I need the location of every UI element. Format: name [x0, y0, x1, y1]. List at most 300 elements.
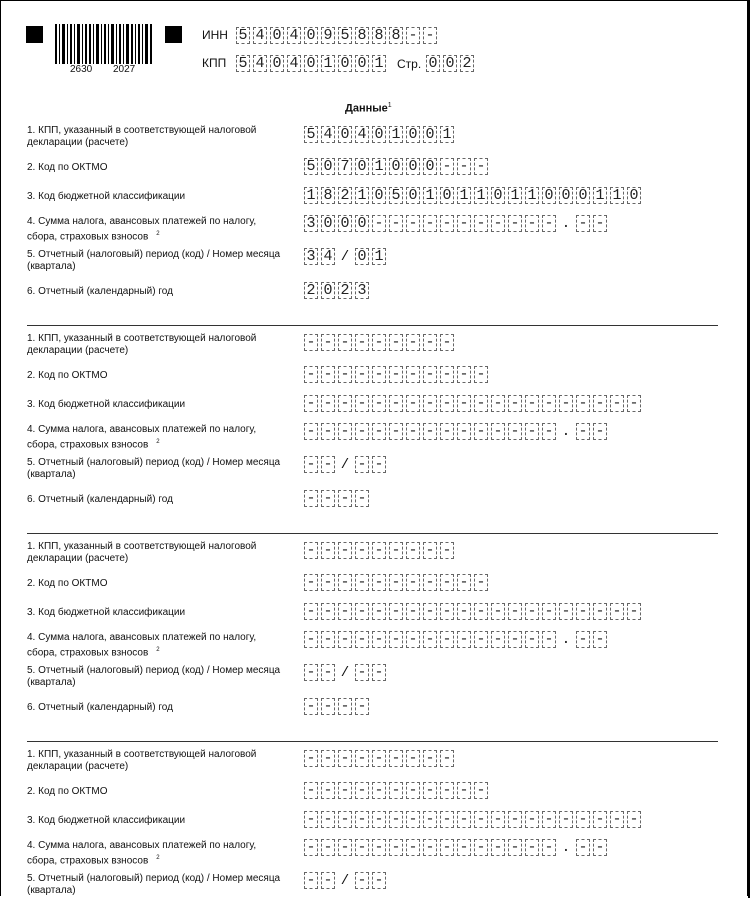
digit-cell[interactable]: -: [627, 395, 641, 412]
digit-cell[interactable]: -: [423, 423, 437, 440]
digit-cell[interactable]: 5: [236, 27, 250, 44]
digit-cell[interactable]: -: [457, 395, 471, 412]
digit-cell[interactable]: -: [457, 603, 471, 620]
field-kbk[interactable]: [304, 394, 644, 413]
field-year[interactable]: [304, 697, 372, 716]
digit-cell[interactable]: -: [423, 366, 437, 383]
digit-cell[interactable]: -: [372, 574, 386, 591]
digit-cell[interactable]: -: [389, 215, 403, 232]
digit-cell[interactable]: 0: [406, 126, 420, 143]
digit-cell[interactable]: -: [338, 542, 352, 559]
digit-cell[interactable]: -: [355, 750, 369, 767]
digit-cell[interactable]: -: [304, 334, 318, 351]
digit-cell[interactable]: -: [321, 664, 335, 681]
digit-cell[interactable]: -: [389, 334, 403, 351]
digit-cell[interactable]: -: [389, 423, 403, 440]
digit-cell[interactable]: 0: [355, 158, 369, 175]
digit-cell[interactable]: -: [406, 631, 420, 648]
digit-cell[interactable]: 5: [304, 158, 318, 175]
field-sum[interactable]: [304, 422, 610, 441]
digit-cell[interactable]: -: [508, 215, 522, 232]
digit-cell[interactable]: -: [304, 750, 318, 767]
digit-cell[interactable]: 1: [593, 187, 607, 204]
digit-cell[interactable]: -: [406, 395, 420, 412]
digit-cell[interactable]: -: [406, 603, 420, 620]
field-oktmo[interactable]: [304, 365, 491, 384]
digit-cell[interactable]: -: [321, 542, 335, 559]
digit-cell[interactable]: -: [542, 423, 556, 440]
digit-cell[interactable]: -: [355, 395, 369, 412]
digit-cell[interactable]: -: [338, 334, 352, 351]
digit-cell[interactable]: 1: [372, 55, 386, 72]
digit-cell[interactable]: -: [372, 423, 386, 440]
digit-cell[interactable]: -: [627, 811, 641, 828]
digit-cell[interactable]: -: [304, 664, 318, 681]
digit-cell[interactable]: -: [525, 423, 539, 440]
digit-cell[interactable]: -: [304, 839, 318, 856]
digit-cell[interactable]: 0: [440, 187, 454, 204]
field-period[interactable]: [304, 663, 389, 682]
digit-cell[interactable]: -: [525, 215, 539, 232]
digit-cell[interactable]: 5: [389, 187, 403, 204]
digit-cell[interactable]: -: [338, 811, 352, 828]
page-number-cells[interactable]: [426, 54, 477, 73]
digit-cell[interactable]: 4: [287, 27, 301, 44]
digit-cell[interactable]: 0: [627, 187, 641, 204]
digit-cell[interactable]: -: [321, 750, 335, 767]
digit-cell[interactable]: -: [321, 811, 335, 828]
digit-cell[interactable]: -: [559, 603, 573, 620]
digit-cell[interactable]: 0: [304, 55, 318, 72]
digit-cell[interactable]: -: [372, 456, 386, 473]
digit-cell[interactable]: 0: [321, 282, 335, 299]
digit-cell[interactable]: -: [474, 603, 488, 620]
digit-cell[interactable]: -: [389, 811, 403, 828]
digit-cell[interactable]: -: [372, 334, 386, 351]
digit-cell[interactable]: 1: [474, 187, 488, 204]
digit-cell[interactable]: 0: [406, 158, 420, 175]
field-kpp[interactable]: [304, 125, 457, 144]
field-kbk[interactable]: [304, 602, 644, 621]
digit-cell[interactable]: -: [389, 542, 403, 559]
digit-cell[interactable]: 0: [372, 187, 386, 204]
digit-cell[interactable]: -: [559, 811, 573, 828]
digit-cell[interactable]: 8: [355, 27, 369, 44]
digit-cell[interactable]: -: [423, 750, 437, 767]
digit-cell[interactable]: -: [423, 27, 437, 44]
digit-cell[interactable]: -: [542, 839, 556, 856]
digit-cell[interactable]: -: [491, 811, 505, 828]
digit-cell[interactable]: -: [576, 631, 590, 648]
digit-cell[interactable]: -: [355, 423, 369, 440]
digit-cell[interactable]: -: [542, 603, 556, 620]
digit-cell[interactable]: 3: [304, 248, 318, 265]
digit-cell[interactable]: -: [491, 839, 505, 856]
digit-cell[interactable]: -: [474, 574, 488, 591]
digit-cell[interactable]: -: [355, 456, 369, 473]
digit-cell[interactable]: -: [593, 631, 607, 648]
digit-cell[interactable]: -: [304, 574, 318, 591]
digit-cell[interactable]: 1: [508, 187, 522, 204]
digit-cell[interactable]: -: [321, 490, 335, 507]
digit-cell[interactable]: -: [525, 603, 539, 620]
digit-cell[interactable]: -: [321, 872, 335, 889]
digit-cell[interactable]: 0: [559, 187, 573, 204]
digit-cell[interactable]: -: [457, 423, 471, 440]
digit-cell[interactable]: -: [321, 574, 335, 591]
digit-cell[interactable]: 0: [321, 158, 335, 175]
digit-cell[interactable]: 7: [338, 158, 352, 175]
digit-cell[interactable]: 0: [270, 55, 284, 72]
digit-cell[interactable]: -: [423, 603, 437, 620]
digit-cell[interactable]: 4: [355, 126, 369, 143]
digit-cell[interactable]: -: [474, 839, 488, 856]
digit-cell[interactable]: 4: [253, 27, 267, 44]
digit-cell[interactable]: -: [508, 811, 522, 828]
digit-cell[interactable]: -: [372, 750, 386, 767]
digit-cell[interactable]: -: [440, 603, 454, 620]
digit-cell[interactable]: -: [321, 631, 335, 648]
field-sum[interactable]: [304, 214, 610, 233]
digit-cell[interactable]: -: [389, 631, 403, 648]
digit-cell[interactable]: -: [389, 603, 403, 620]
digit-cell[interactable]: -: [372, 811, 386, 828]
digit-cell[interactable]: 4: [321, 248, 335, 265]
digit-cell[interactable]: -: [338, 750, 352, 767]
digit-cell[interactable]: -: [525, 631, 539, 648]
digit-cell[interactable]: -: [355, 698, 369, 715]
digit-cell[interactable]: -: [406, 215, 420, 232]
digit-cell[interactable]: -: [304, 631, 318, 648]
digit-cell[interactable]: -: [321, 366, 335, 383]
digit-cell[interactable]: -: [542, 215, 556, 232]
digit-cell[interactable]: -: [474, 215, 488, 232]
digit-cell[interactable]: -: [389, 782, 403, 799]
digit-cell[interactable]: -: [321, 423, 335, 440]
digit-cell[interactable]: -: [491, 603, 505, 620]
digit-cell[interactable]: -: [576, 839, 590, 856]
digit-cell[interactable]: -: [304, 872, 318, 889]
digit-cell[interactable]: -: [355, 490, 369, 507]
digit-cell[interactable]: -: [423, 395, 437, 412]
digit-cell[interactable]: -: [474, 395, 488, 412]
digit-cell[interactable]: -: [508, 839, 522, 856]
digit-cell[interactable]: -: [440, 782, 454, 799]
digit-cell[interactable]: -: [542, 811, 556, 828]
digit-cell[interactable]: 1: [304, 187, 318, 204]
digit-cell[interactable]: -: [304, 490, 318, 507]
field-oktmo[interactable]: [304, 781, 491, 800]
digit-cell[interactable]: 0: [321, 215, 335, 232]
digit-cell[interactable]: 5: [304, 126, 318, 143]
digit-cell[interactable]: 8: [321, 187, 335, 204]
digit-cell[interactable]: -: [389, 366, 403, 383]
field-period[interactable]: [304, 247, 389, 266]
digit-cell[interactable]: 4: [287, 55, 301, 72]
digit-cell[interactable]: -: [440, 542, 454, 559]
digit-cell[interactable]: -: [372, 542, 386, 559]
digit-cell[interactable]: -: [559, 395, 573, 412]
digit-cell[interactable]: -: [338, 366, 352, 383]
digit-cell[interactable]: -: [355, 366, 369, 383]
digit-cell[interactable]: -: [372, 839, 386, 856]
digit-cell[interactable]: -: [593, 603, 607, 620]
digit-cell[interactable]: -: [389, 395, 403, 412]
digit-cell[interactable]: -: [304, 423, 318, 440]
digit-cell[interactable]: 0: [443, 55, 457, 72]
digit-cell[interactable]: -: [525, 839, 539, 856]
digit-cell[interactable]: 4: [321, 126, 335, 143]
digit-cell[interactable]: -: [491, 631, 505, 648]
digit-cell[interactable]: 5: [236, 55, 250, 72]
digit-cell[interactable]: -: [474, 158, 488, 175]
digit-cell[interactable]: 0: [576, 187, 590, 204]
digit-cell[interactable]: -: [304, 542, 318, 559]
digit-cell[interactable]: -: [304, 603, 318, 620]
inn-cells[interactable]: [236, 26, 440, 45]
digit-cell[interactable]: -: [457, 574, 471, 591]
digit-cell[interactable]: 0: [338, 55, 352, 72]
digit-cell[interactable]: -: [338, 395, 352, 412]
digit-cell[interactable]: -: [355, 839, 369, 856]
digit-cell[interactable]: -: [593, 839, 607, 856]
digit-cell[interactable]: -: [321, 603, 335, 620]
kpp-header-cells[interactable]: [236, 54, 389, 73]
digit-cell[interactable]: -: [321, 839, 335, 856]
digit-cell[interactable]: -: [304, 698, 318, 715]
digit-cell[interactable]: 0: [338, 126, 352, 143]
digit-cell[interactable]: -: [338, 631, 352, 648]
digit-cell[interactable]: -: [389, 574, 403, 591]
digit-cell[interactable]: 2: [460, 55, 474, 72]
digit-cell[interactable]: -: [457, 366, 471, 383]
digit-cell[interactable]: -: [338, 603, 352, 620]
digit-cell[interactable]: -: [440, 574, 454, 591]
digit-cell[interactable]: -: [423, 215, 437, 232]
digit-cell[interactable]: 0: [355, 248, 369, 265]
digit-cell[interactable]: 1: [389, 126, 403, 143]
digit-cell[interactable]: -: [423, 631, 437, 648]
field-year[interactable]: [304, 281, 372, 300]
digit-cell[interactable]: 0: [304, 27, 318, 44]
digit-cell[interactable]: 3: [304, 215, 318, 232]
digit-cell[interactable]: 1: [321, 55, 335, 72]
digit-cell[interactable]: -: [406, 542, 420, 559]
digit-cell[interactable]: -: [304, 782, 318, 799]
digit-cell[interactable]: 1: [525, 187, 539, 204]
digit-cell[interactable]: -: [406, 574, 420, 591]
digit-cell[interactable]: -: [372, 782, 386, 799]
field-year[interactable]: [304, 489, 372, 508]
digit-cell[interactable]: -: [440, 839, 454, 856]
digit-cell[interactable]: 0: [355, 55, 369, 72]
digit-cell[interactable]: -: [406, 27, 420, 44]
digit-cell[interactable]: -: [321, 782, 335, 799]
digit-cell[interactable]: -: [440, 395, 454, 412]
digit-cell[interactable]: -: [338, 782, 352, 799]
digit-cell[interactable]: -: [508, 423, 522, 440]
digit-cell[interactable]: -: [355, 542, 369, 559]
digit-cell[interactable]: -: [508, 603, 522, 620]
digit-cell[interactable]: -: [321, 395, 335, 412]
digit-cell[interactable]: -: [576, 215, 590, 232]
digit-cell[interactable]: 1: [372, 248, 386, 265]
digit-cell[interactable]: -: [372, 664, 386, 681]
digit-cell[interactable]: -: [372, 366, 386, 383]
digit-cell[interactable]: -: [457, 631, 471, 648]
digit-cell[interactable]: -: [593, 395, 607, 412]
field-sum[interactable]: [304, 630, 610, 649]
digit-cell[interactable]: -: [406, 811, 420, 828]
digit-cell[interactable]: -: [542, 631, 556, 648]
digit-cell[interactable]: -: [491, 215, 505, 232]
digit-cell[interactable]: 0: [372, 126, 386, 143]
digit-cell[interactable]: -: [576, 423, 590, 440]
digit-cell[interactable]: 0: [423, 126, 437, 143]
digit-cell[interactable]: 1: [440, 126, 454, 143]
digit-cell[interactable]: 2: [304, 282, 318, 299]
digit-cell[interactable]: -: [372, 395, 386, 412]
field-kpp[interactable]: [304, 749, 457, 768]
digit-cell[interactable]: 1: [372, 158, 386, 175]
digit-cell[interactable]: -: [508, 631, 522, 648]
field-period[interactable]: [304, 871, 389, 890]
digit-cell[interactable]: -: [593, 423, 607, 440]
digit-cell[interactable]: 0: [338, 215, 352, 232]
digit-cell[interactable]: -: [474, 423, 488, 440]
digit-cell[interactable]: -: [355, 334, 369, 351]
digit-cell[interactable]: -: [491, 395, 505, 412]
digit-cell[interactable]: 4: [253, 55, 267, 72]
digit-cell[interactable]: -: [355, 872, 369, 889]
digit-cell[interactable]: -: [338, 698, 352, 715]
digit-cell[interactable]: -: [423, 782, 437, 799]
digit-cell[interactable]: -: [627, 603, 641, 620]
digit-cell[interactable]: -: [457, 782, 471, 799]
digit-cell[interactable]: -: [576, 395, 590, 412]
digit-cell[interactable]: -: [406, 839, 420, 856]
digit-cell[interactable]: -: [406, 366, 420, 383]
digit-cell[interactable]: -: [474, 782, 488, 799]
digit-cell[interactable]: -: [406, 334, 420, 351]
digit-cell[interactable]: -: [542, 395, 556, 412]
digit-cell[interactable]: 3: [355, 282, 369, 299]
field-sum[interactable]: [304, 838, 610, 857]
digit-cell[interactable]: -: [355, 664, 369, 681]
digit-cell[interactable]: 0: [542, 187, 556, 204]
digit-cell[interactable]: -: [423, 542, 437, 559]
digit-cell[interactable]: -: [372, 603, 386, 620]
digit-cell[interactable]: -: [406, 782, 420, 799]
digit-cell[interactable]: -: [389, 839, 403, 856]
digit-cell[interactable]: -: [457, 839, 471, 856]
digit-cell[interactable]: -: [457, 158, 471, 175]
digit-cell[interactable]: -: [610, 395, 624, 412]
digit-cell[interactable]: -: [338, 839, 352, 856]
digit-cell[interactable]: 0: [270, 27, 284, 44]
digit-cell[interactable]: -: [440, 158, 454, 175]
digit-cell[interactable]: 0: [426, 55, 440, 72]
digit-cell[interactable]: 2: [338, 187, 352, 204]
digit-cell[interactable]: -: [321, 456, 335, 473]
digit-cell[interactable]: 8: [389, 27, 403, 44]
digit-cell[interactable]: -: [304, 456, 318, 473]
digit-cell[interactable]: -: [457, 811, 471, 828]
digit-cell[interactable]: -: [440, 631, 454, 648]
digit-cell[interactable]: -: [593, 215, 607, 232]
field-period[interactable]: [304, 455, 389, 474]
digit-cell[interactable]: -: [457, 215, 471, 232]
digit-cell[interactable]: -: [321, 334, 335, 351]
digit-cell[interactable]: -: [593, 811, 607, 828]
field-kpp[interactable]: [304, 333, 457, 352]
digit-cell[interactable]: -: [440, 215, 454, 232]
digit-cell[interactable]: -: [525, 395, 539, 412]
digit-cell[interactable]: -: [440, 423, 454, 440]
field-kbk[interactable]: [304, 186, 644, 205]
digit-cell[interactable]: -: [355, 574, 369, 591]
digit-cell[interactable]: -: [423, 811, 437, 828]
digit-cell[interactable]: -: [406, 423, 420, 440]
digit-cell[interactable]: -: [355, 811, 369, 828]
digit-cell[interactable]: -: [338, 490, 352, 507]
digit-cell[interactable]: -: [610, 603, 624, 620]
digit-cell[interactable]: -: [423, 574, 437, 591]
digit-cell[interactable]: 8: [372, 27, 386, 44]
digit-cell[interactable]: -: [474, 811, 488, 828]
digit-cell[interactable]: -: [372, 215, 386, 232]
digit-cell[interactable]: -: [440, 334, 454, 351]
digit-cell[interactable]: -: [440, 366, 454, 383]
digit-cell[interactable]: -: [372, 872, 386, 889]
digit-cell[interactable]: -: [474, 631, 488, 648]
digit-cell[interactable]: 1: [457, 187, 471, 204]
digit-cell[interactable]: 9: [321, 27, 335, 44]
digit-cell[interactable]: -: [355, 631, 369, 648]
digit-cell[interactable]: -: [372, 631, 386, 648]
digit-cell[interactable]: -: [508, 395, 522, 412]
digit-cell[interactable]: -: [440, 750, 454, 767]
digit-cell[interactable]: -: [423, 839, 437, 856]
digit-cell[interactable]: 2: [338, 282, 352, 299]
digit-cell[interactable]: 0: [389, 158, 403, 175]
digit-cell[interactable]: 1: [355, 187, 369, 204]
digit-cell[interactable]: -: [304, 395, 318, 412]
digit-cell[interactable]: -: [525, 811, 539, 828]
digit-cell[interactable]: 0: [423, 158, 437, 175]
digit-cell[interactable]: -: [338, 574, 352, 591]
digit-cell[interactable]: -: [338, 423, 352, 440]
digit-cell[interactable]: -: [576, 811, 590, 828]
digit-cell[interactable]: 1: [423, 187, 437, 204]
digit-cell[interactable]: -: [610, 811, 624, 828]
digit-cell[interactable]: -: [440, 811, 454, 828]
digit-cell[interactable]: 5: [338, 27, 352, 44]
digit-cell[interactable]: 0: [406, 187, 420, 204]
digit-cell[interactable]: -: [321, 698, 335, 715]
field-oktmo[interactable]: [304, 157, 491, 176]
digit-cell[interactable]: 1: [610, 187, 624, 204]
digit-cell[interactable]: -: [389, 750, 403, 767]
digit-cell[interactable]: 0: [491, 187, 505, 204]
digit-cell[interactable]: -: [304, 811, 318, 828]
digit-cell[interactable]: -: [474, 366, 488, 383]
digit-cell[interactable]: -: [423, 334, 437, 351]
field-oktmo[interactable]: [304, 573, 491, 592]
digit-cell[interactable]: -: [355, 782, 369, 799]
digit-cell[interactable]: -: [355, 603, 369, 620]
digit-cell[interactable]: -: [491, 423, 505, 440]
